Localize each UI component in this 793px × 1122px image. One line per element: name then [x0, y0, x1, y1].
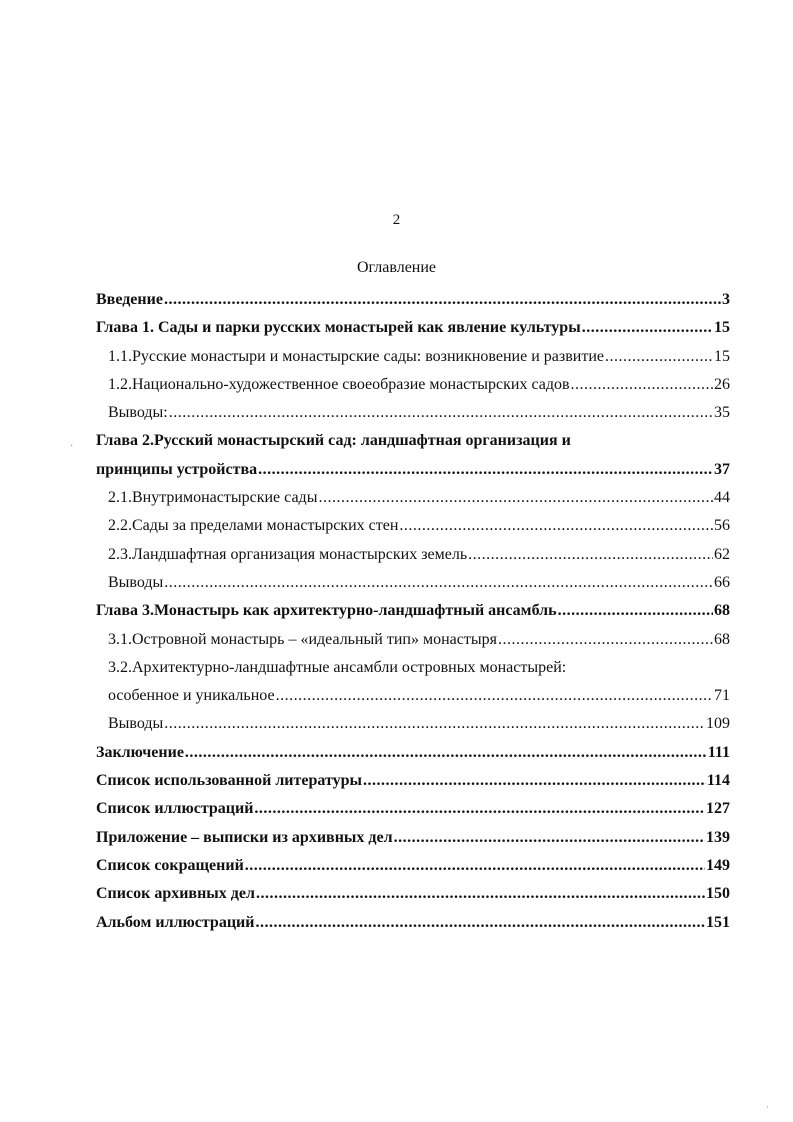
toc-entry [96, 739, 730, 767]
toc-entry-label: Список сокращений [96, 856, 244, 874]
toc-entry-page: 151 [706, 913, 730, 931]
dot-leader [254, 795, 705, 823]
toc-entry-page: 150 [706, 885, 730, 903]
toc-entry [96, 824, 730, 852]
toc-entry-label: Список архивных дел [96, 885, 255, 903]
toc-entry-page: 44 [714, 489, 730, 507]
dot-leader [558, 597, 713, 625]
toc-entry-page: 15 [714, 347, 730, 365]
dot-leader [571, 371, 713, 399]
toc-entry [96, 512, 730, 540]
toc-entry [96, 399, 730, 427]
dot-leader [164, 286, 721, 314]
toc-entry-page: 68 [714, 630, 730, 648]
toc-entry-page: 71 [714, 687, 730, 705]
toc-entry-page: 35 [714, 404, 730, 422]
toc-heading: Оглавление [356, 259, 437, 276]
dot-leader [255, 909, 705, 937]
toc-entry [96, 909, 730, 937]
toc-entry-label: принципы устройства [96, 460, 258, 478]
toc-entry [96, 427, 730, 455]
toc-entry-page: 3 [722, 291, 730, 308]
toc-entry [96, 456, 730, 484]
toc-entry-label: Выводы [108, 715, 164, 733]
dot-leader [363, 767, 706, 795]
toc-entry [96, 767, 730, 795]
toc-entry-label: Глава 2.Русский монастырский сад: ландшафтная организация и [96, 432, 571, 450]
toc-entry-page: 111 [707, 743, 730, 761]
toc-entry-page: 62 [714, 545, 730, 563]
toc-entry [96, 343, 730, 371]
page-number: 2 [392, 212, 401, 228]
toc-entry [96, 710, 730, 738]
dot-leader [185, 739, 707, 767]
dot-leader [605, 343, 713, 371]
toc-entry [96, 626, 730, 654]
toc-entry-page: 127 [706, 800, 730, 818]
toc-entry [96, 880, 730, 908]
toc-entry [96, 569, 730, 597]
toc-entry-page: 37 [714, 460, 730, 478]
toc-entry-label: Список использованной литературы [96, 772, 362, 790]
toc-entry-label: Глава 3.Монастырь как архитектурно-ландшафтный ансамбль [96, 602, 557, 620]
toc-entry [96, 795, 730, 823]
toc-entry [96, 541, 730, 569]
dot-leader [164, 710, 705, 738]
toc-entry-page: 66 [714, 573, 730, 591]
toc-entry-label: Альбом иллюстраций [96, 913, 255, 931]
dot-leader [256, 880, 705, 908]
toc-entry-label: 3.2.Архитектурно-ландшафтные ансамбли островных монастырей: [108, 658, 567, 676]
toc-entry-label: 1.1.Русские монастыри и монастырские сады: возникновение и развитие [108, 347, 604, 365]
toc-entry-label: Приложение – выписки из архивных дел [96, 828, 393, 846]
toc-entry [96, 682, 730, 710]
toc-entry-label: 2.1.Внутримонастырские сады [108, 489, 318, 507]
toc-entry-page: 15 [714, 319, 730, 337]
toc-entry [96, 314, 730, 342]
toc-entry-page: 114 [706, 772, 730, 790]
scan-mark: · [70, 441, 74, 452]
toc-entry-label: 1.2.Национально-художественное своеобразие монастырских садов [108, 375, 570, 393]
table-of-contents [96, 286, 730, 937]
toc-entry-page: 26 [714, 375, 730, 393]
toc-entry-label: 3.1.Островной монастырь – «идеальный тип» монастыря [108, 630, 497, 648]
toc-entry-label: 2.3.Ландшафтная организация монастырских земель [108, 545, 468, 563]
toc-entry [96, 852, 730, 880]
toc-entry-label: Список иллюстраций [96, 800, 254, 818]
toc-entry [96, 654, 730, 682]
dot-leader [169, 399, 713, 427]
toc-entry [96, 286, 730, 314]
toc-entry-page: 149 [706, 856, 730, 874]
dot-leader [164, 569, 713, 597]
dot-leader [399, 512, 713, 540]
toc-entry-label: 2.2.Сады за пределами монастырских стен [108, 517, 399, 535]
dot-leader [498, 626, 713, 654]
toc-entry-page: 56 [714, 517, 730, 535]
dot-leader [318, 484, 713, 512]
toc-entry-page: 139 [706, 828, 730, 846]
toc-entry-label: Заключение [96, 743, 184, 761]
scan-corner-mark: · [766, 1102, 769, 1112]
dot-leader [258, 456, 713, 484]
toc-entry-label: Выводы: [108, 404, 168, 422]
toc-entry [96, 597, 730, 625]
dot-leader [468, 541, 713, 569]
dot-leader [394, 824, 705, 852]
dot-leader [582, 314, 713, 342]
toc-entry-label: Выводы [108, 573, 164, 591]
dot-leader [276, 682, 713, 710]
toc-entry-page: 68 [714, 602, 730, 620]
toc-entry-label: Глава 1. Сады и парки русских монастырей как явление культуры [96, 319, 581, 337]
toc-entry [96, 484, 730, 512]
toc-entry [96, 371, 730, 399]
toc-entry-label: особенное и уникальное [108, 687, 275, 705]
dot-leader [245, 852, 705, 880]
toc-entry-label: Введение [96, 291, 163, 308]
toc-entry-page: 109 [706, 715, 730, 733]
